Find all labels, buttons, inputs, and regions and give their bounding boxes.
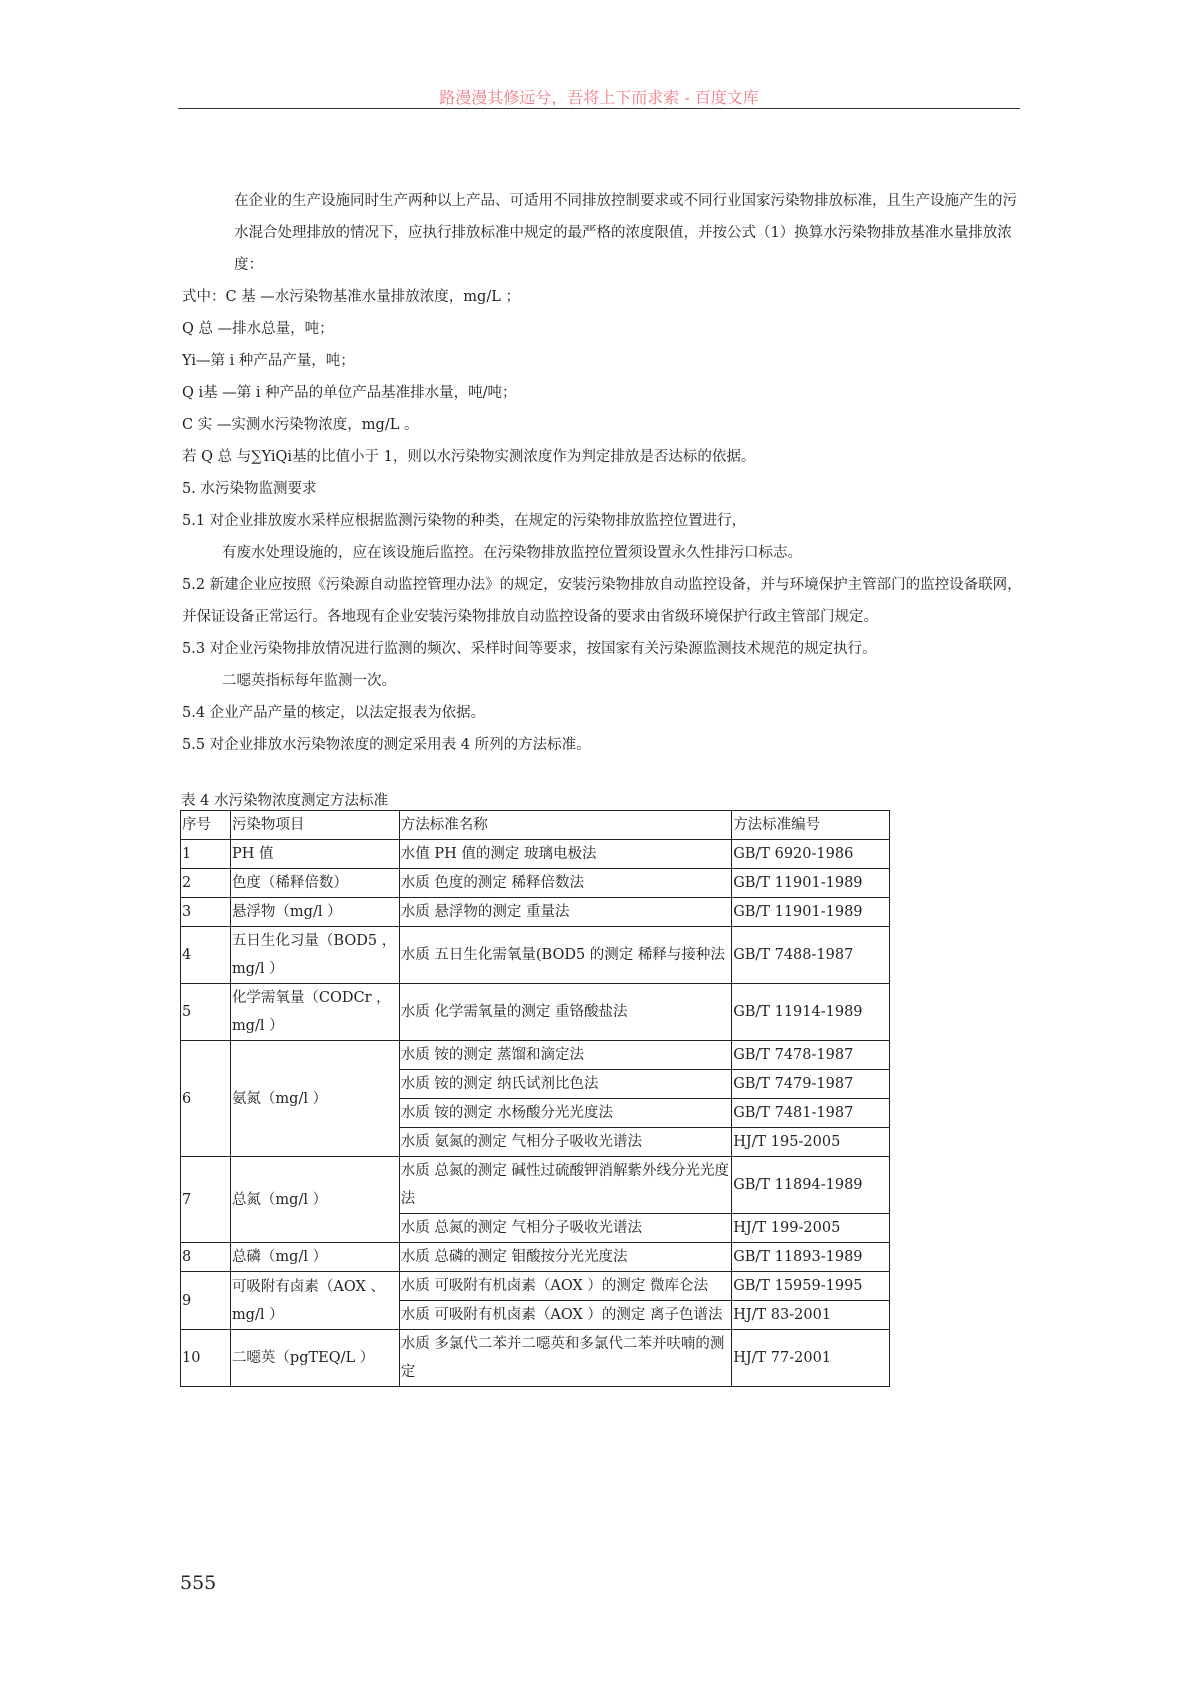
cell-code: GB/T 7488-1987 — [732, 927, 890, 984]
paragraph-5-4: 5.4 企业产品产量的核定，以法定报表为依据。 — [182, 705, 486, 721]
cell-code: GB/T 6920-1986 — [732, 840, 890, 869]
header-cell-code: 方法标准编号 — [732, 811, 890, 840]
cell-code: HJ/T 83-2001 — [732, 1301, 890, 1330]
header-cell-method: 方法标准名称 — [399, 811, 731, 840]
table-row — [181, 1157, 890, 1214]
cell-method: 水质 可吸附有机卤素（AOX ）的测定 离子色谱法 — [399, 1301, 731, 1330]
cell-item: 氨氮（mg/l ） — [230, 1041, 399, 1157]
cell-method: 水质 可吸附有机卤素（AOX ）的测定 微库仑法 — [399, 1272, 731, 1301]
paragraph-5-3-cont: 二噁英指标每年监测一次。 — [222, 673, 396, 689]
section-heading-5: 5. 水污染物监测要求 — [182, 481, 317, 497]
cell-method: 水质 总磷的测定 钼酸按分光光度法 — [399, 1243, 731, 1272]
cell-no: 9 — [181, 1272, 231, 1330]
header-cell-no: 序号 — [181, 811, 231, 840]
cell-code: HJ/T 195-2005 — [732, 1128, 890, 1157]
table-row — [181, 1330, 890, 1387]
paragraph-5-1-cont: 有废水处理设施的，应在该设施后监控。在污染物排放监控位置须设置永久性排污口标志。 — [222, 545, 802, 561]
cell-code: GB/T 11893-1989 — [732, 1243, 890, 1272]
document-body — [182, 185, 1022, 761]
paragraph-5-2: 5.2 新建企业应按照《污染源自动监控管理办法》的规定，安装污染物排放自动监控设备，并与环境保护主管部门的监控设备联网，并保证设备正常运行。各地现有企业安装污染物排放自动监控设备的要求由省级环境保护行政主管部门规定。 — [182, 577, 1022, 625]
cell-code: GB/T 15959-1995 — [732, 1272, 890, 1301]
cell-code: GB/T 7479-1987 — [732, 1070, 890, 1099]
cell-code: GB/T 11901-1989 — [732, 898, 890, 927]
cell-code: GB/T 11901-1989 — [732, 869, 890, 898]
table-row — [181, 840, 890, 869]
table-caption: 表 4 水污染物浓度测定方法标准 — [181, 793, 388, 809]
cell-method: 水质 铵的测定 纳氏试剂比色法 — [399, 1070, 731, 1099]
cell-code: GB/T 7481-1987 — [732, 1099, 890, 1128]
page-header-title: 路漫漫其修远兮，吾将上下而求索 - 百度文库 — [439, 88, 759, 107]
table-row — [181, 927, 890, 984]
table-row — [181, 984, 890, 1041]
cell-code: GB/T 7478-1987 — [732, 1041, 890, 1070]
paragraph-formula-yi: Yi—第 i 种产品产量，吨； — [182, 353, 355, 369]
cell-method: 水质 氨氮的测定 气相分子吸收光谱法 — [399, 1128, 731, 1157]
cell-code: HJ/T 199-2005 — [732, 1214, 890, 1243]
cell-code: HJ/T 77-2001 — [732, 1330, 890, 1387]
paragraph-5-1: 5.1 对企业排放废水采样应根据监测污染物的种类，在规定的污染物排放监控位置进行， — [182, 513, 747, 529]
cell-no: 8 — [181, 1243, 231, 1272]
cell-method: 水质 色度的测定 稀释倍数法 — [399, 869, 731, 898]
table-row — [181, 1272, 890, 1301]
cell-item: 色度（稀释倍数） — [230, 869, 399, 898]
cell-item: 可吸附有卤素（AOX 、mg/l ） — [230, 1272, 399, 1330]
cell-item: 化学需氧量（CODCr ，mg/l ） — [230, 984, 399, 1041]
paragraph-formula-c: 式中：C 基 —水污染物基准水量排放浓度，mg/L ； — [182, 289, 520, 305]
cell-no: 10 — [181, 1330, 231, 1387]
table-header-row — [181, 811, 890, 840]
cell-item: 总磷（mg/l ） — [230, 1243, 399, 1272]
table-row — [181, 1243, 890, 1272]
paragraph-formula-qi: Q i基 —第 i 种产品的单位产品基准排水量，吨/吨； — [182, 385, 517, 401]
cell-no: 2 — [181, 869, 231, 898]
paragraph-formula-q: Q 总 —排水总量，吨； — [182, 321, 334, 337]
cell-method: 水质 多氯代二苯并二噁英和多氯代二苯并呋喃的测定 — [399, 1330, 731, 1387]
paragraph-intro: 在企业的生产设施同时生产两种以上产品、可适用不同排放控制要求或不同行业国家污染物排放标准，且生产设施产生的污水混合处理排放的情况下，应执行排放标准中规定的最严格的浓度限值，并按公式（1）换算水污染物排放基准水量排放浓度： — [234, 193, 1017, 273]
table-row — [181, 869, 890, 898]
cell-method: 水质 铵的测定 蒸馏和滴定法 — [399, 1041, 731, 1070]
paragraph-ratio-rule: 若 Q 总 与∑YiQi基的比值小于 1，则以水污染物实测浓度作为判定排放是否达标的依据。 — [182, 449, 756, 465]
methods-table — [180, 810, 890, 1387]
paragraph-5-5: 5.5 对企业排放水污染物浓度的测定采用表 4 所列的方法标准。 — [182, 737, 591, 753]
table-row — [181, 898, 890, 927]
cell-item: 悬浮物（mg/l ） — [230, 898, 399, 927]
cell-method: 水质 化学需氧量的测定 重铬酸盐法 — [399, 984, 731, 1041]
cell-item: 五日生化习量（BOD5 ，mg/l ） — [230, 927, 399, 984]
cell-method: 水质 铵的测定 水杨酸分光光度法 — [399, 1099, 731, 1128]
cell-method: 水质 总氮的测定 碱性过硫酸钾消解紫外线分光光度法 — [399, 1157, 731, 1214]
cell-item: 二噁英（pgTEQ/L ） — [230, 1330, 399, 1387]
paragraph-5-3: 5.3 对企业污染物排放情况进行监测的频次、采样时间等要求，按国家有关污染源监测技术规范的规定执行。 — [182, 641, 877, 657]
cell-no: 1 — [181, 840, 231, 869]
header-rule — [178, 108, 1020, 109]
cell-no: 7 — [181, 1157, 231, 1243]
page-number: 555 — [180, 1572, 217, 1594]
cell-no: 4 — [181, 927, 231, 984]
cell-code: GB/T 11914-1989 — [732, 984, 890, 1041]
cell-item: 总氮（mg/l ） — [230, 1157, 399, 1243]
table-row — [181, 1041, 890, 1070]
paragraph-formula-cshi: C 实 —实测水污染物浓度，mg/L 。 — [182, 417, 419, 433]
cell-method: 水值 PH 值的测定 玻璃电极法 — [399, 840, 731, 869]
cell-method: 水质 总氮的测定 气相分子吸收光谱法 — [399, 1214, 731, 1243]
cell-no: 6 — [181, 1041, 231, 1157]
cell-no: 3 — [181, 898, 231, 927]
cell-no: 5 — [181, 984, 231, 1041]
header-cell-item: 污染物项目 — [230, 811, 399, 840]
cell-code: GB/T 11894-1989 — [732, 1157, 890, 1214]
cell-item: PH 值 — [230, 840, 399, 869]
cell-method: 水质 五日生化需氧量(BOD5 的测定 稀释与接种法 — [399, 927, 731, 984]
cell-method: 水质 悬浮物的测定 重量法 — [399, 898, 731, 927]
